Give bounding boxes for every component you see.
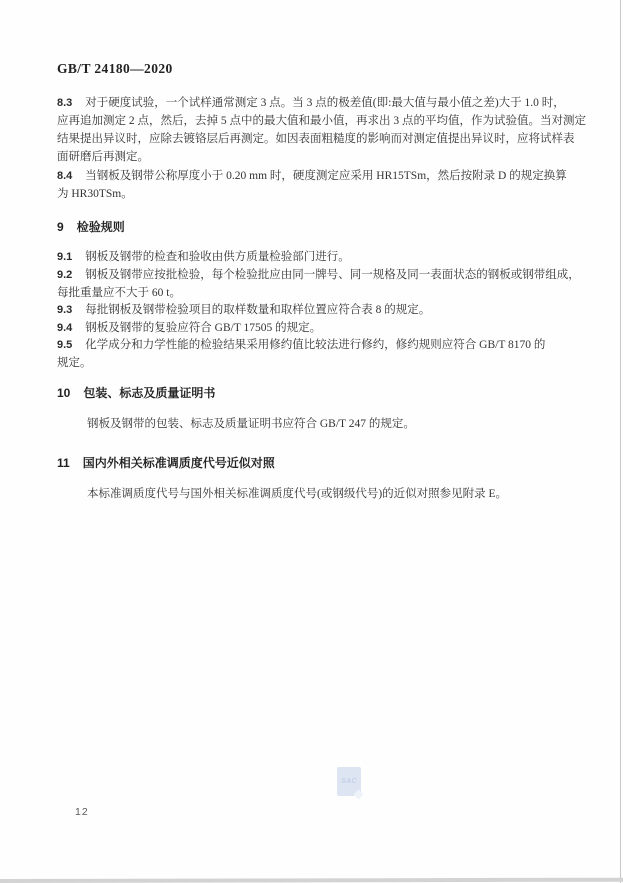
clause-9-5 [57,336,572,372]
clause-line [57,94,572,112]
paragraph: 钢板及钢带的包装、标志及质量证明书应符合 GB/T 247 的规定。 [87,418,415,430]
paragraph: 本标准调质度代号与国外相关标准调质度代号(或钢级代号)的近似对照参见附录 E。 [87,488,508,500]
clause-text: 钢板及钢带的检查和验收由供方质量检验部门进行。 [85,251,350,263]
section-9-heading [57,218,125,236]
scan-edge-bottom [0,878,623,883]
clause-line: 规定。 [57,357,92,369]
standard-number: GB/T 24180—2020 [57,61,173,76]
clause-line: 面研磨后再测定。 [57,151,149,163]
clause-text: 钢板及钢带应按批检验，每个检验批应由同一牌号、同一规格及同一表面状态的钢板或钢带组成， [85,269,580,281]
clause-8-3 [57,94,586,166]
clause-line: 每批重量应不大于 60 t。 [57,287,181,299]
section-number: 11 [57,456,70,470]
clause-number: 9.4 [57,322,73,334]
clause-9-2 [57,266,580,302]
page-number: 12 [75,806,89,818]
section-11-heading [57,454,275,472]
section-title: 国内外相关标准调质度代号近似对照 [82,456,275,470]
clause-text: 每批钢板及钢带检验项目的取样数量和取样位置应符合表 8 的规定。 [85,304,431,316]
clause-line: 结果提出异议时，应除去镀铬层后再测定。如因表面粗糙度的影响而对测定值提出异议时，应将试样表 [57,133,575,145]
clause-text: 对于硬度试验，一个试样通常测定 3 点。当 3 点的极差值(即:最大值与最小值之差)大于 1.0 时， [85,97,565,109]
clause-9-4 [57,319,572,337]
section-number: 9 [57,220,64,234]
section-title: 包装、标志及质量证明书 [83,386,216,400]
clause-line: 应再追加测定 2 点，然后，去掉 5 点中的最大值和最小值，再求出 3 点的平均值，作为试验值。当对测定 [57,115,586,127]
clause-text: 钢板及钢带的复验应符合 GB/T 17505 的规定。 [85,322,322,334]
section-title: 检验规则 [76,220,125,234]
sac-watermark-logo [337,767,361,796]
section-10-heading [57,384,215,402]
clause-number: 9.5 [57,339,73,351]
clause-number: 9.1 [57,251,73,263]
clause-line [57,167,572,185]
section-number: 10 [57,386,71,400]
clause-8-4 [57,167,572,203]
clause-text: 当钢板及钢带公称厚度小于 0.20 mm 时，硬度测定应采用 HR15TSm，然后按附录 D 的规定换算 [85,170,567,182]
clause-number: 8.4 [57,170,73,182]
clause-number: 9.2 [57,269,73,281]
section-11-body [57,485,572,503]
clause-9-1 [57,248,572,266]
sac-watermark-text: SAC [341,778,357,785]
section-10-body [57,415,572,433]
clause-number: 8.3 [57,97,73,109]
clause-9-3 [57,301,572,319]
clause-number: 9.3 [57,304,73,316]
clause-line: 为 HR30TSm。 [57,188,133,200]
clause-text: 化学成分和力学性能的检验结果采用修约值比较法进行修约，修约规则应符合 GB/T 8170 的 [85,339,546,351]
scan-edge-right [620,0,621,883]
